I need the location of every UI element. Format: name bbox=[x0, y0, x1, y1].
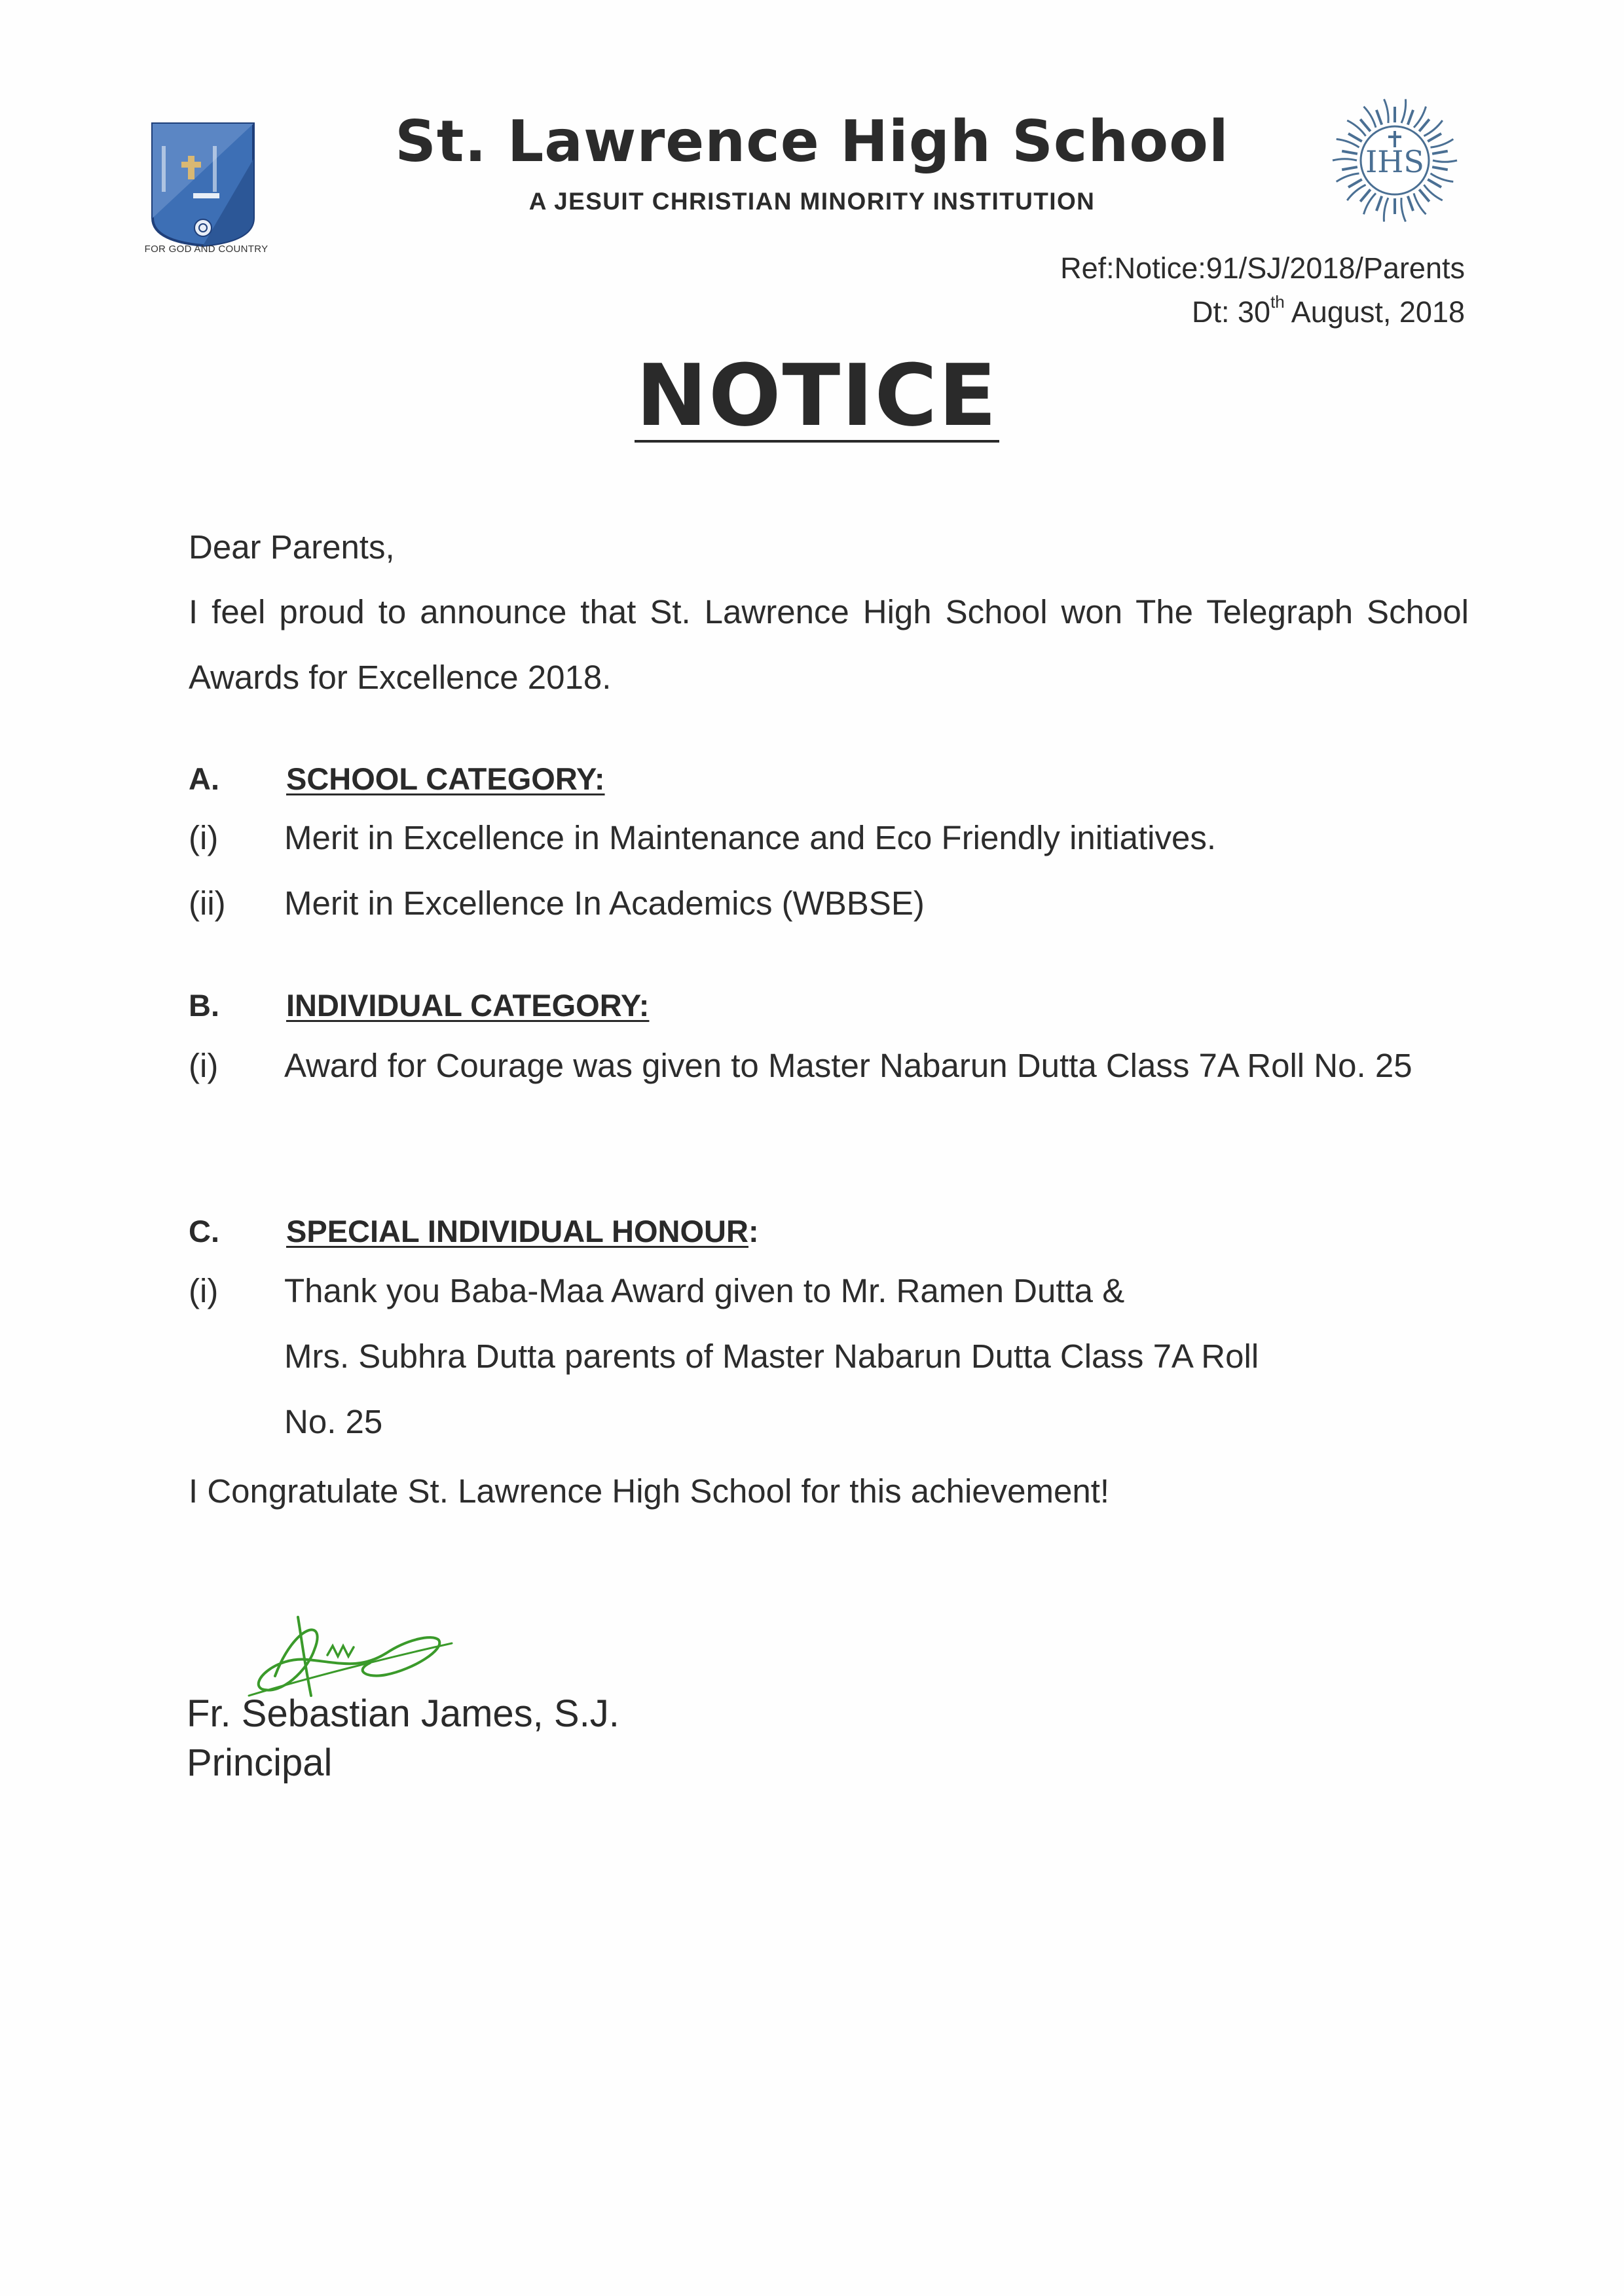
sunburst-ray bbox=[1408, 196, 1413, 211]
section-a-heading: SCHOOL CATEGORY: bbox=[286, 761, 605, 796]
salutation: Dear Parents, bbox=[189, 528, 395, 566]
section-c-heading-colon: : bbox=[748, 1214, 759, 1248]
sunburst-ray bbox=[1337, 173, 1359, 182]
sunburst-ray bbox=[1401, 198, 1406, 221]
section-a-item-2-marker: (ii) bbox=[189, 884, 226, 922]
sunburst-ray bbox=[1337, 139, 1359, 148]
sunburst-ray bbox=[1360, 119, 1370, 131]
sunburst-ray bbox=[1432, 167, 1448, 170]
intro-paragraph: I feel proud to announce that St. Lawrence High School won The Telegraph School Awards for Excellence 2018. bbox=[189, 593, 1469, 696]
sunburst-ray bbox=[1431, 173, 1454, 182]
section-c-item-1-line-3: No. 25 bbox=[284, 1403, 383, 1440]
ihs-letters: IHS bbox=[1365, 144, 1424, 179]
section-a-item-1: Merit in Excellence in Maintenance and Eco Friendly initiatives. bbox=[284, 819, 1217, 856]
signatory-designation: Principal bbox=[187, 1741, 333, 1784]
sunburst-ray bbox=[1333, 159, 1357, 160]
date-suffix: th bbox=[1270, 292, 1285, 312]
crest-motto: FOR GOD AND COUNTRY bbox=[144, 244, 268, 255]
section-b-letter: B. bbox=[189, 988, 219, 1023]
section-c-heading-text: SPECIAL INDIVIDUAL HONOUR bbox=[286, 1214, 748, 1248]
sunburst-ray bbox=[1384, 99, 1389, 122]
reference-number: Ref:Notice:91/SJ/2018/Parents bbox=[1060, 251, 1465, 285]
sunburst-ray bbox=[1342, 167, 1357, 170]
school-name: St. Lawrence High School bbox=[395, 108, 1229, 175]
sunburst-ray bbox=[1342, 151, 1357, 154]
notice-date bbox=[1192, 292, 1465, 329]
section-c-item-1-marker: (i) bbox=[189, 1272, 219, 1309]
sunburst-ray bbox=[1376, 196, 1382, 211]
sunburst-ray bbox=[1408, 110, 1413, 125]
section-c-letter: C. bbox=[189, 1214, 219, 1248]
closing-line: I Congratulate St. Lawrence High School for this achievement! bbox=[189, 1472, 1110, 1510]
section-a-item-1-marker: (i) bbox=[189, 819, 219, 856]
sunburst-ray bbox=[1419, 189, 1429, 201]
sunburst-ray bbox=[1432, 151, 1448, 154]
school-tagline: A JESUIT CHRISTIAN MINORITY INSTITUTION bbox=[528, 188, 1096, 215]
sunburst-ray bbox=[1348, 179, 1362, 187]
section-c-heading bbox=[286, 1213, 759, 1249]
sunburst-ray bbox=[1348, 134, 1362, 141]
notice-title-text: NOTICE bbox=[636, 346, 998, 445]
sunburst-ray bbox=[1376, 110, 1382, 125]
sunburst-ray bbox=[1401, 99, 1406, 122]
sunburst-ray bbox=[1433, 160, 1457, 162]
sunburst-ray bbox=[1384, 198, 1388, 221]
date-rest: August, 2018 bbox=[1284, 295, 1465, 329]
section-a-letter: A. bbox=[189, 761, 219, 796]
sunburst-ray bbox=[1419, 119, 1429, 131]
notice-title bbox=[0, 346, 1624, 445]
section-b-item-1: Award for Courage was given to Master Nabarun Dutta Class 7A Roll No. 25 bbox=[284, 1047, 1412, 1084]
sunburst-ray bbox=[1431, 139, 1454, 148]
signatory-name: Fr. Sebastian James, S.J. bbox=[187, 1692, 619, 1735]
sunburst-ray bbox=[1428, 134, 1441, 141]
signatory-block bbox=[187, 1689, 619, 1787]
section-b-item-1-marker: (i) bbox=[189, 1047, 219, 1084]
sunburst-ray bbox=[1360, 189, 1370, 201]
date-prefix: Dt: 30 bbox=[1192, 295, 1271, 329]
ihs-emblem bbox=[1320, 95, 1470, 226]
section-c-item-1-line-1: Thank you Baba-Maa Award given to Mr. Ramen Dutta & bbox=[284, 1272, 1125, 1309]
ihs-sunburst-icon bbox=[1320, 95, 1470, 226]
sunburst-ray bbox=[1428, 179, 1441, 187]
section-b-heading: INDIVIDUAL CATEGORY: bbox=[286, 988, 650, 1023]
section-a-item-2: Merit in Excellence In Academics (WBBSE) bbox=[284, 884, 925, 922]
section-c-item-1-line-2: Mrs. Subhra Dutta parents of Master Nabarun Dutta Class 7A Roll bbox=[284, 1338, 1259, 1375]
